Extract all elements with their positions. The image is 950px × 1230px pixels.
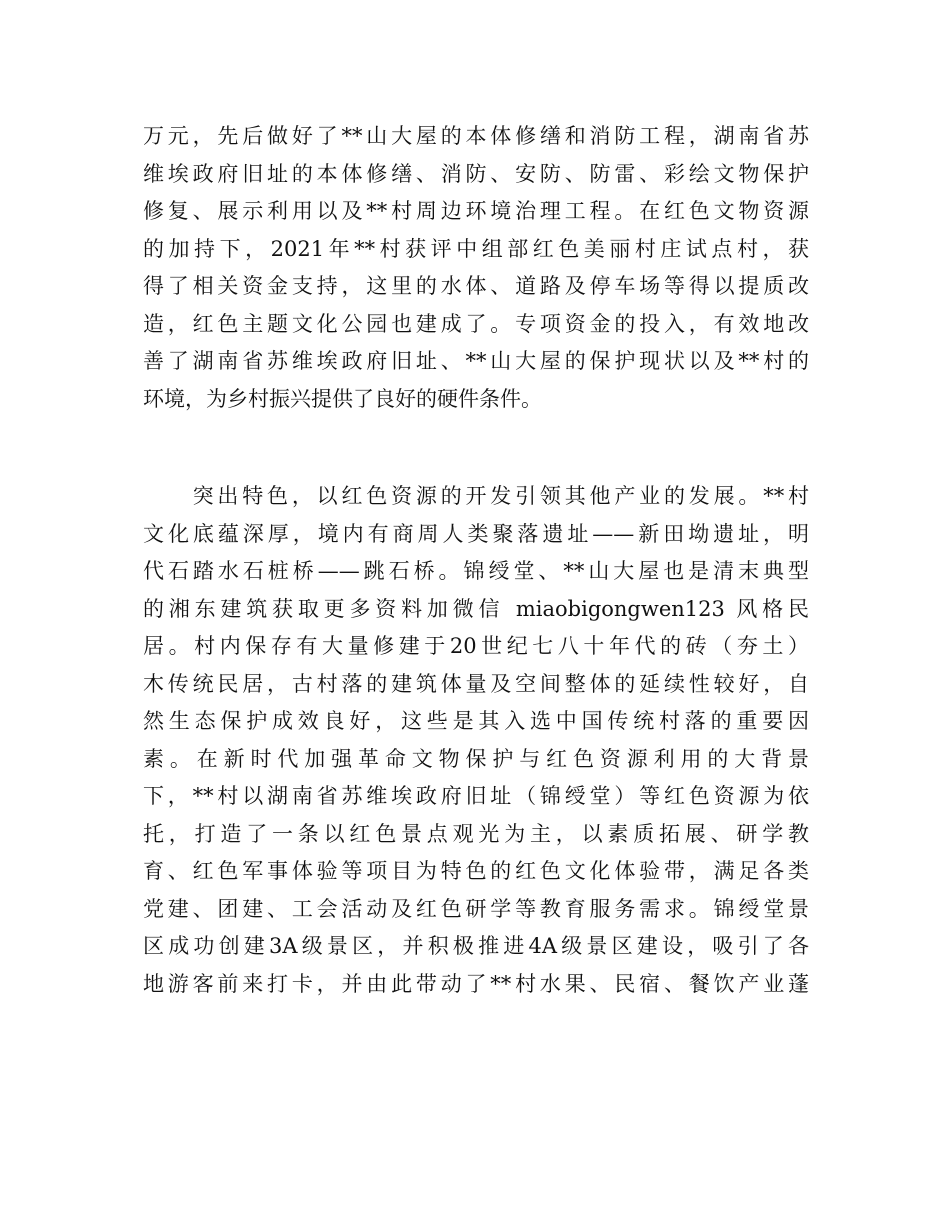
text-line: 居。村内保存有大量修建于20世纪七八十年代的砖（夯土） xyxy=(143,634,809,658)
text-line: 代石踏水石桩桥——跳石桥。锦绶堂、**山大屋也是清末典型 xyxy=(143,559,809,583)
text-line: 的湘东建筑获取更多资料加微信 miaobigongwen123 风格民 xyxy=(143,596,809,621)
text-line: 文化底蕴深厚，境内有商周人类聚落遗址——新田坳遗址，明 xyxy=(143,521,809,546)
text-line: 万元，先后做好了**山大屋的本体修缮和消防工程，湖南省苏 xyxy=(143,124,809,148)
paragraph-1 xyxy=(143,118,809,418)
text-line: 维埃政府旧址的本体修缮、消防、安防、防雷、彩绘文物保护 xyxy=(143,161,809,186)
text-line: 育、红色军事体验等项目为特色的红色文化体验带，满足各类 xyxy=(143,859,809,883)
text-line: 造，红色主题文化公园也建成了。专项资金的投入，有效地改 xyxy=(143,311,809,336)
text-line: 木传统民居，古村落的建筑体量及空间整体的延续性较好，自 xyxy=(143,671,809,696)
text-line: 得了相关资金支持，这里的水体、道路及停车场等得以提质改 xyxy=(143,274,809,298)
text-line: 地游客前来打卡，并由此带动了**村水果、民宿、餐饮产业蓬 xyxy=(143,971,809,996)
text-line: 然生态保护成效良好，这些是其入选中国传统村落的重要因 xyxy=(143,709,809,733)
text-line: 党建、团建、工会活动及红色研学等教育服务需求。锦绶堂景 xyxy=(143,896,809,921)
text-line: 环境，为乡村振兴提供了良好的硬件条件。 xyxy=(143,386,542,411)
text-line: 突出特色，以红色资源的开发引领其他产业的发展。**村 xyxy=(143,484,809,508)
text-line: 区成功创建3A级景区，并积极推进4A级景区建设，吸引了各 xyxy=(143,934,809,958)
text-line: 下，**村以湖南省苏维埃政府旧址（锦绶堂）等红色资源为依 xyxy=(143,784,809,808)
paragraph-2 xyxy=(143,478,809,1003)
text-line: 托，打造了一条以红色景点观光为主，以素质拓展、研学教 xyxy=(143,821,809,846)
text-line: 善了湖南省苏维埃政府旧址、**山大屋的保护现状以及**村的 xyxy=(143,349,809,373)
text-line: 的加持下，2021年**村获评中组部红色美丽村庄试点村，获 xyxy=(143,236,809,261)
text-line: 素。在新时代加强革命文物保护与红色资源利用的大背景 xyxy=(143,746,809,771)
text-line: 修复、展示利用以及**村周边环境治理工程。在红色文物资源 xyxy=(143,199,809,223)
